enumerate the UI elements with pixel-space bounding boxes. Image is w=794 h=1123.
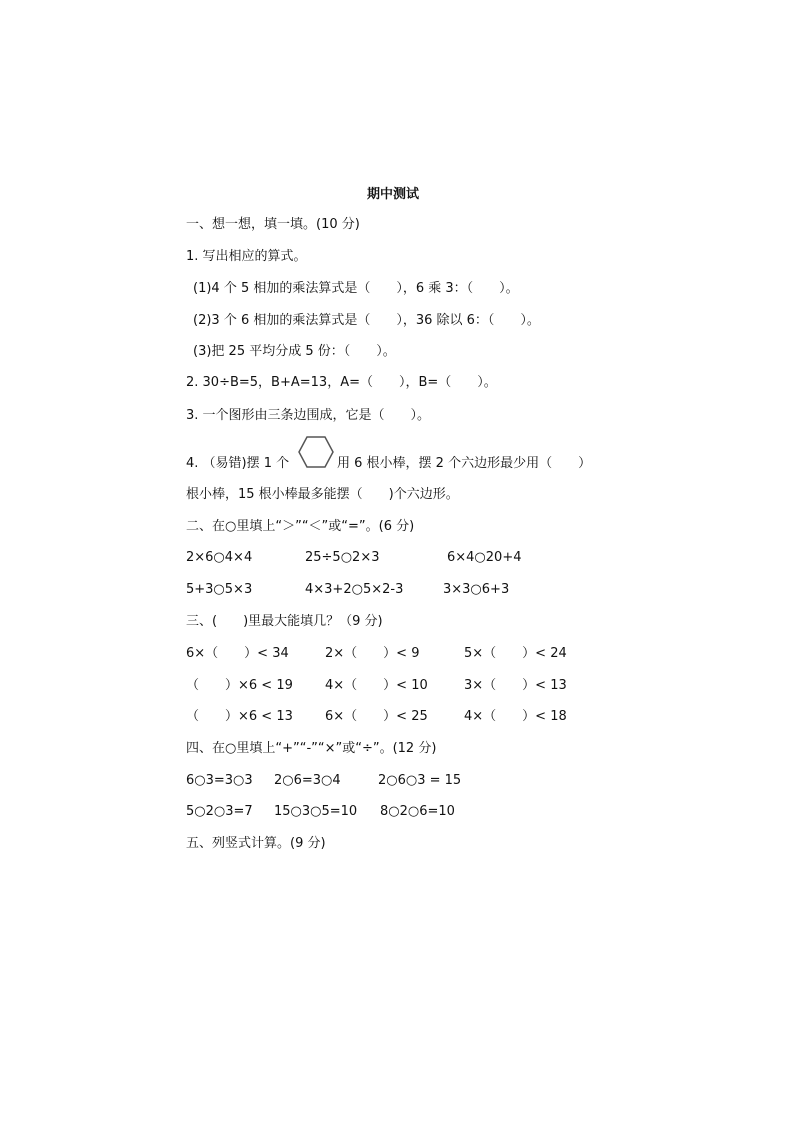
section-4-heading: 四、在○里填上“+”“-”“×”或“÷”。(12 分) [186, 741, 437, 756]
question-1-title: 1. 写出相应的算式。 [186, 249, 307, 264]
max-fill-item: 4×（ ）< 18 [464, 709, 567, 724]
max-fill-item: （ ）×6 < 13 [186, 709, 293, 724]
section-1-heading: 一、想一想，填一填。(10 分) [186, 217, 360, 232]
question-1-item-1: (1)4 个 5 相加的乘法算式是（ ），6 乘 3：（ ）。 [193, 281, 519, 296]
max-fill-item: 4×（ ）< 10 [325, 678, 428, 693]
operator-item: 8○2○6=10 [380, 804, 455, 819]
compare-item: 5+3○5×3 [186, 582, 253, 597]
operator-item: 6○3=3○3 [186, 773, 253, 788]
operator-item: 2○6=3○4 [274, 773, 341, 788]
compare-item: 4×3+2○5×2-3 [305, 582, 404, 597]
section-3-heading: 三、( )里最大能填几？（9 分) [186, 614, 383, 629]
operator-item: 5○2○3=7 [186, 804, 253, 819]
question-4-part-1: 4. （易错)摆 1 个 [186, 456, 290, 471]
compare-item: 3×3○6+3 [443, 582, 510, 597]
question-1-item-2: (2)3 个 6 相加的乘法算式是（ ），36 除以 6：（ ）。 [193, 313, 540, 328]
operator-item: 2○6○3 = 15 [378, 773, 462, 788]
compare-item: 6×4○20+4 [447, 550, 522, 565]
section-2-heading: 二、在○里填上“＞”“＜”或“=”。(6 分) [186, 519, 415, 534]
section-5-heading: 五、列竖式计算。(9 分) [186, 836, 326, 851]
max-fill-item: 6×（ ）< 34 [186, 646, 289, 661]
max-fill-item: 3×（ ）< 13 [464, 678, 567, 693]
operator-item: 15○3○5=10 [274, 804, 358, 819]
max-fill-item: 5×（ ）< 24 [464, 646, 567, 661]
page-title: 期中测试 [367, 187, 420, 202]
compare-item: 2×6○4×4 [186, 550, 253, 565]
question-4-line-2: 根小棒，15 根小棒最多能摆（ )个六边形。 [186, 487, 459, 502]
question-3: 3. 一个图形由三条边围成，它是（ ）。 [186, 408, 431, 423]
question-1-item-3: (3)把 25 平均分成 5 份：（ ）。 [193, 344, 396, 359]
hexagon-icon [297, 435, 335, 469]
max-fill-item: 6×（ ）< 25 [325, 709, 428, 724]
compare-item: 25÷5○2×3 [305, 550, 380, 565]
question-2: 2. 30÷B=5，B+A=13，A=（ ），B=（ ）。 [186, 375, 497, 390]
question-4-part-2: 用 6 根小棒，摆 2 个六边形最少用（ ） [337, 456, 592, 471]
max-fill-item: 2×（ ）< 9 [325, 646, 420, 661]
max-fill-item: （ ）×6 < 19 [186, 678, 293, 693]
